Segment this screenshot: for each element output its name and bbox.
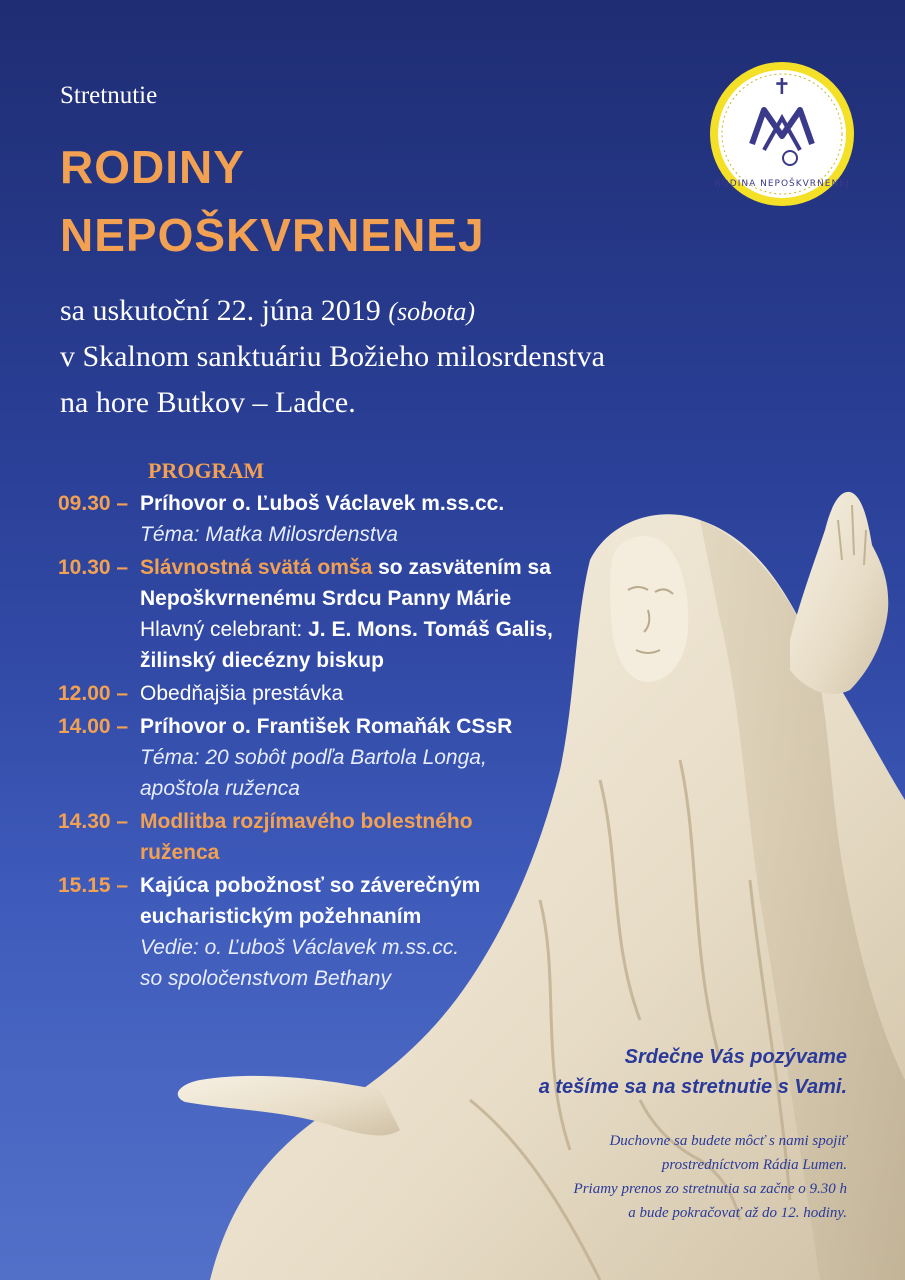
radio-note-line-3: Priamy prenos zo stretnutia sa začne o 9.30 h xyxy=(573,1181,847,1197)
invitation-line-2: a tešíme sa na stretnutie s Vami. xyxy=(538,1076,847,1098)
program-time: 15.15 – xyxy=(58,874,129,897)
celebrant-role: žilinský diecézny biskup xyxy=(140,649,384,672)
program-time: 09.30 – xyxy=(58,492,129,515)
program-title-cont: Nepoškvrnenému Srdcu Panny Márie xyxy=(140,587,512,610)
program-time: 10.30 – xyxy=(58,556,129,579)
program-title: Modlitba rozjímavého bolestného xyxy=(140,810,473,833)
program-subtitle: Vedie: o. Ľuboš Václavek m.ss.cc. xyxy=(140,936,460,959)
program-title: Príhovor o. Ľuboš Václavek m.ss.cc. xyxy=(140,492,505,515)
celebrant-name: J. E. Mons. Tomáš Galis, xyxy=(308,618,553,641)
intro-date: sa uskutoční 22. júna 2019 xyxy=(60,294,381,327)
program-heading: PROGRAM xyxy=(148,458,265,483)
program-time: 14.00 – xyxy=(58,715,129,738)
logo-caption: RODINA NEPOŠKVRNENEJ xyxy=(714,179,850,189)
title-line-1: RODINY xyxy=(60,141,245,193)
radio-note-line-4: a bude pokračovať až do 12. hodiny. xyxy=(628,1205,847,1221)
intro-venue-line: v Skalnom sanktuáriu Božieho milosrdenstva xyxy=(60,340,605,373)
program-title-cont: eucharistickým požehnaním xyxy=(140,905,422,928)
program-title: Kajúca pobožnosť so záverečným xyxy=(140,874,481,897)
intro-place-line: na hore Butkov – Ladce. xyxy=(60,386,356,419)
radio-note-line-1: Duchovne sa budete môcť s nami spojiť xyxy=(609,1133,847,1149)
program-subtitle: so spoločenstvom Bethany xyxy=(140,967,391,990)
radio-note-line-2: prostredníctvom Rádia Lumen. xyxy=(661,1157,847,1173)
program-title: Obedňajšia prestávka xyxy=(140,682,344,705)
program-subtitle: Téma: 20 sobôt podľa Bartola Longa, xyxy=(140,746,487,769)
intro-date-line xyxy=(60,294,475,328)
program-title-cont: ruženca xyxy=(140,841,220,864)
program-subtitle: Téma: Matka Milosrdenstva xyxy=(140,523,398,546)
intro-day: (sobota) xyxy=(388,297,475,326)
program-subtitle: apoštola ruženca xyxy=(140,777,300,800)
program-time: 12.00 – xyxy=(58,682,129,705)
program-time: 14.30 – xyxy=(58,810,129,833)
subtitle: Stretnutie xyxy=(60,82,158,109)
invitation-line-1: Srdečne Vás pozývame xyxy=(624,1046,847,1068)
program-title-rest: so zasvätením sa xyxy=(372,556,551,579)
cross-icon: ✝ xyxy=(772,75,792,100)
program-title: Príhovor o. František Romaňák CSsR xyxy=(140,715,513,738)
celebrant-label: Hlavný celebrant: xyxy=(140,618,309,641)
rodina-nepoškvrnenej-logo xyxy=(708,60,856,208)
program-highlight: Slávnostná svätá omša xyxy=(140,556,373,579)
title-line-2: NEPOŠKVRNENEJ xyxy=(60,209,485,261)
